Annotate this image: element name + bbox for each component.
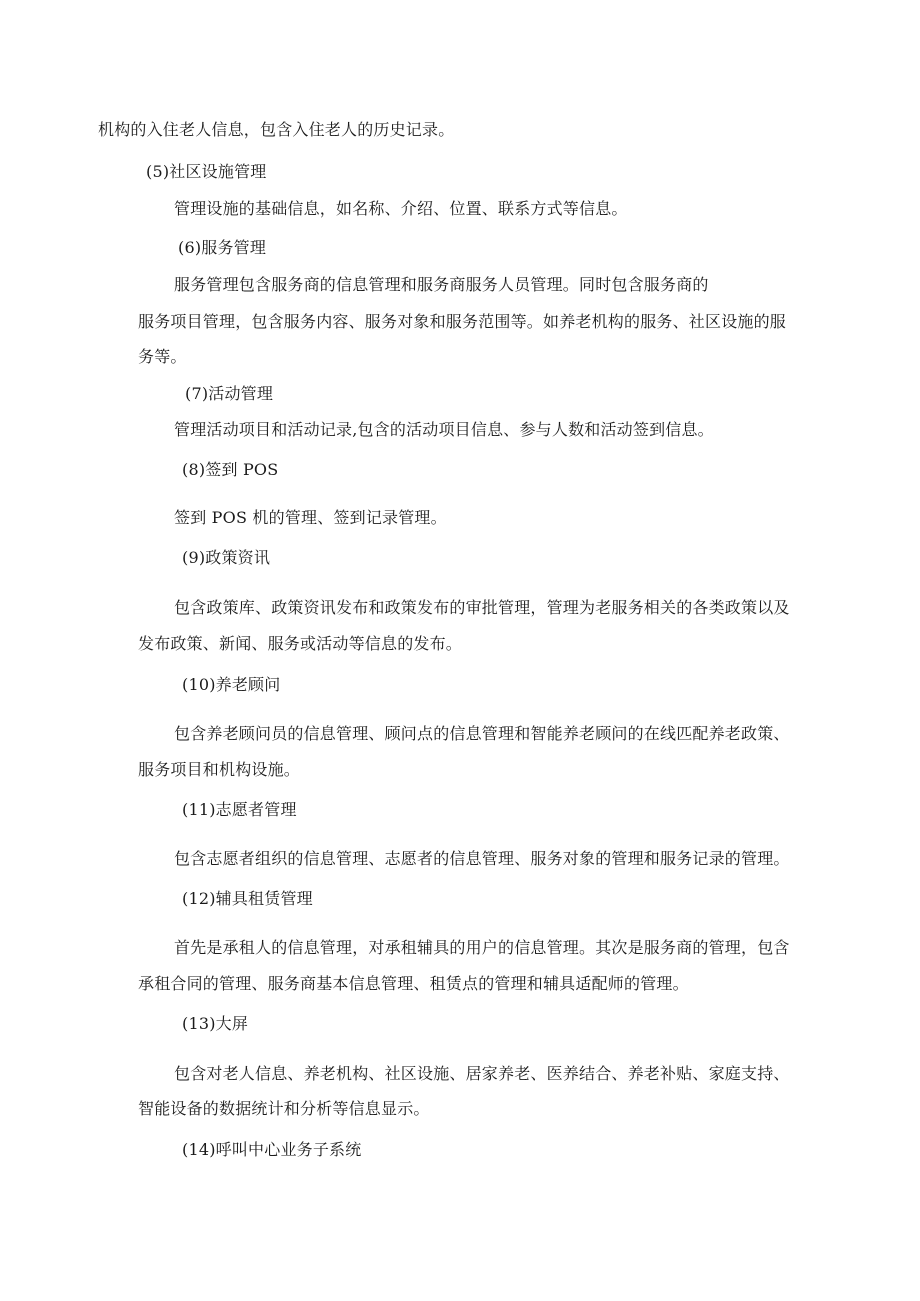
section-8-line-1: 签到 POS 机的管理、签到记录管理。 xyxy=(174,508,447,527)
section-10-line-1: 包含养老顾问员的信息管理、顾问点的信息管理和智能养老顾问的在线匹配养老政策、 xyxy=(174,724,790,743)
section-6-line-1: 服务管理包含服务商的信息管理和服务商服务人员管理。同时包含服务商的 xyxy=(174,275,709,294)
section-heading-9: (9)政策资讯 xyxy=(182,548,271,567)
section-heading-12: (12)辅具租赁管理 xyxy=(182,889,313,908)
section-12-line-1: 首先是承租人的信息管理，对承租辅具的用户的信息管理。其次是服务商的管理，包含 xyxy=(174,938,790,957)
section-13-line-2: 智能设备的数据统计和分析等信息显示。 xyxy=(138,1099,430,1118)
section-5-line-1: 管理设施的基础信息，如名称、介绍、位置、联系方式等信息。 xyxy=(174,199,628,218)
section-6-line-2: 服务项目管理，包含服务内容、服务对象和服务范围等。如养老机构的服务、社区设施的服 xyxy=(138,312,787,331)
section-heading-7: (7)活动管理 xyxy=(185,384,274,403)
section-12-line-2: 承租合同的管理、服务商基本信息管理、租赁点的管理和辅具适配师的管理。 xyxy=(138,974,689,993)
section-6-line-3: 务等。 xyxy=(138,347,187,366)
section-11-line-1: 包含志愿者组织的信息管理、志愿者的信息管理、服务对象的管理和服务记录的管理。 xyxy=(174,849,790,868)
section-heading-13: (13)大屏 xyxy=(182,1014,249,1033)
section-13-line-1: 包含对老人信息、养老机构、社区设施、居家养老、医养结合、养老补贴、家庭支持、 xyxy=(174,1064,790,1083)
intro-continuation: 机构的入住老人信息，包含入住老人的历史记录。 xyxy=(98,120,455,139)
section-heading-6: (6)服务管理 xyxy=(178,238,267,257)
section-10-line-2: 服务项目和机构设施。 xyxy=(138,760,301,779)
section-9-line-1: 包含政策库、政策资讯发布和政策发布的审批管理，管理为老服务相关的各类政策以及 xyxy=(174,598,790,617)
section-heading-10: (10)养老顾问 xyxy=(182,675,281,694)
section-heading-8: (8)签到 POS xyxy=(182,460,279,479)
section-heading-5: (5)社区设施管理 xyxy=(146,162,267,181)
section-heading-14: (14)呼叫中心业务子系统 xyxy=(182,1140,362,1159)
section-7-line-1: 管理活动项目和活动记录,包含的活动项目信息、参与人数和活动签到信息。 xyxy=(174,420,714,439)
section-heading-11: (11)志愿者管理 xyxy=(182,800,297,819)
section-9-line-2: 发布政策、新闻、服务或活动等信息的发布。 xyxy=(138,634,463,653)
